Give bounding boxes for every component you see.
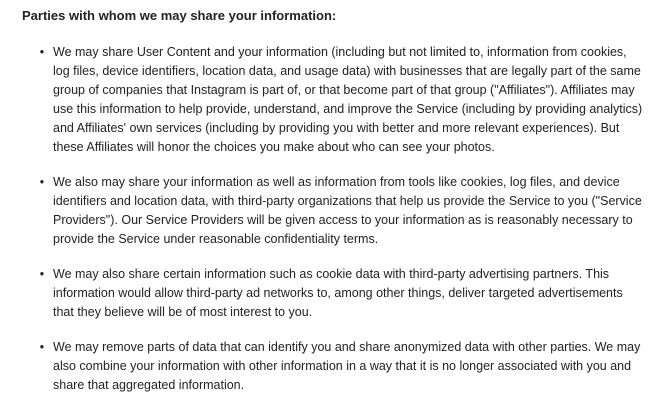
list-item [22,173,645,249]
sharing-list [22,43,645,395]
list-item-text: We also may share your information as well as information from tools like cookies, log files, and device identifiers and location data, with third-party organizations that help us provide the Service to you ("Service Providers"). Our Service Providers will be given access to your information as is reasonably necessary to provide the Service under reasonable confidentiality terms. [53,175,642,246]
list-item-text: We may remove parts of data that can identify you and share anonymized data with other parties. We may also combine your information with other information in a way that it is no longer associated with you and share that aggregated information. [53,340,641,392]
bullet-icon: • [39,267,45,281]
bullet-icon: • [39,175,45,189]
list-item-text: We may share User Content and your information (including but not limited to, information from cookies, log files, device identifiers, location data, and usage data) with businesses that are legally part of the same group of companies that Instagram is part of, or that become part of that group ("Affiliates"). Affiliates may use this information to help provide, understand, and improve the Service (including by providing analytics) and Affiliates' own services (including by providing you with better and more relevant experiences). But these Affiliates will honor the choices you make about who can see your photos. [53,45,643,154]
list-item [22,43,645,157]
section-heading: Parties with whom we may share your information: [22,8,337,23]
bullet-icon: • [39,340,45,354]
bullet-icon: • [39,45,45,59]
list-item-text: We may also share certain information such as cookie data with third-party advertising partners. This information would allow third-party ad networks to, among other things, deliver targeted advertisements that they believe will be of most interest to you. [53,267,623,319]
list-item [22,265,645,322]
list-item [22,338,645,395]
